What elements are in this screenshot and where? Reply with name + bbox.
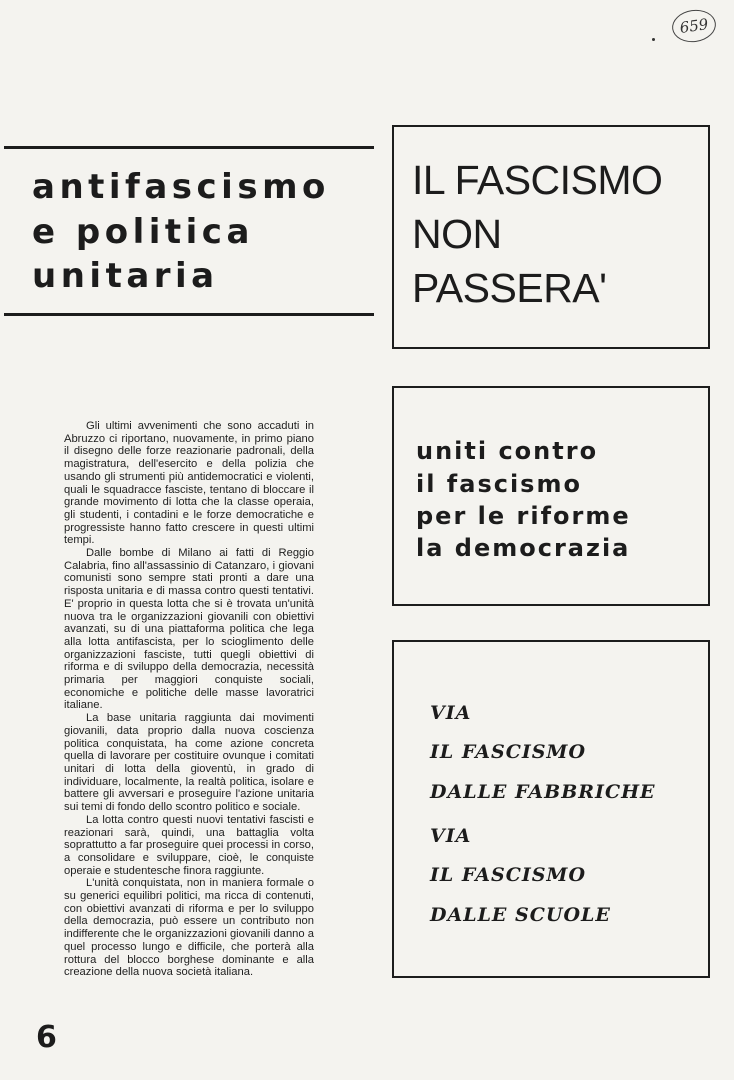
title-bottom-rule <box>4 313 374 316</box>
archive-number-stamp <box>670 7 718 45</box>
page-number: 6 <box>36 1020 57 1055</box>
via-line-3: DALLE FABBRICHE <box>430 781 656 803</box>
headline-line-1: IL FASCISMO <box>412 157 663 203</box>
via-line-1: VIA <box>430 702 472 724</box>
title-line-3: unitaria <box>32 256 219 296</box>
headline-line-3: PASSERA' <box>412 265 607 311</box>
title-line-2: e politica <box>32 212 254 252</box>
via-line-2: IL FASCISMO <box>430 741 587 763</box>
article-paragraph: Dalle bombe di Milano ai fatti di Reggio Calabria, fino all'assassinio di Catanzaro, i giovani comunisti sono sempre stati pronti a dare una risposta unitaria e di massa contro questi tentativi. E' proprio in questa lotta che si è trovata un'unità nuova tra le organizzazioni giovanili con obiettivi avanzati, su di una piattaforma politica che lega alla lotta antifascista, per lo scioglimento delle organizzazioni fasciste, tutti quegli obiettivi di riforma e di sviluppo della democrazia, necessità primaria per maggiori conquiste sociali, economiche e politiche delle masse lavoratrici italiane. <box>64 547 314 712</box>
title-top-rule <box>4 146 374 149</box>
headline-line-2: NON <box>412 211 502 257</box>
article-paragraph: La base unitaria raggiunta dai movimenti giovanili, data proprio dalla nuova coscienza politica conquistata, ha come azione concreta quella di lavorare per costituire ovunque i comitati unitari di lotta della gioventù, in grado di individuare, localmente, la realtà politica, isolare e battere gli avversari e proseguire l'azione unitaria sui temi di fondo dello scontro politico e sociale. <box>64 712 314 814</box>
slogan-line-2: il fascismo <box>416 470 582 498</box>
via-line-6: DALLE SCUOLE <box>430 904 611 926</box>
archive-number: 659 <box>678 15 710 37</box>
slogan-line-1: uniti contro <box>416 437 599 465</box>
slogan-line-4: la democrazia <box>416 534 631 562</box>
article-paragraph: L'unità conquistata, non in maniera formale o su generici equilibri politici, ma ricca di contenuti, con obiettivi avanzati di riforma e per lo sviluppo della democrazia, può essere un contributo non indifferente che le organizzazioni giovanili danno a quel processo lungo e difficile, che porterà alla rottura del blocco borghese dominante e alla creazione della nuova società italiana. <box>64 877 314 979</box>
ink-speck <box>652 38 655 41</box>
via-line-4: VIA <box>430 825 472 847</box>
via-line-5: IL FASCISMO <box>430 864 587 886</box>
article-paragraph: La lotta contro questi nuovi tentativi fascisti e reazionari sarà, quindi, una battaglia volta soprattutto a far proseguire quei processi in corso, a consolidare e sviluppare, cioè, le conquiste operaie e studentesche finora raggiunte. <box>64 813 314 877</box>
via-box <box>392 640 710 978</box>
article-body <box>64 420 314 979</box>
title-line-1: antifascismo <box>32 167 330 207</box>
slogan-line-3: per le riforme <box>416 502 631 530</box>
article-paragraph: Gli ultimi avvenimenti che sono accaduti in Abruzzo ci riportano, nuovamente, in primo piano il disegno delle forze reazionarie padronali, della magistratura, dell'esercito e della polizia che usando gli strumenti più antidemocratici e violenti, quali le squadracce fasciste, tentano di bloccare il grande movimento di lotta che la classe operaia, gli studenti, i contadini e le forze democratiche e progressiste hanno fatto crescere in questi ultimi tempi. <box>64 420 314 547</box>
